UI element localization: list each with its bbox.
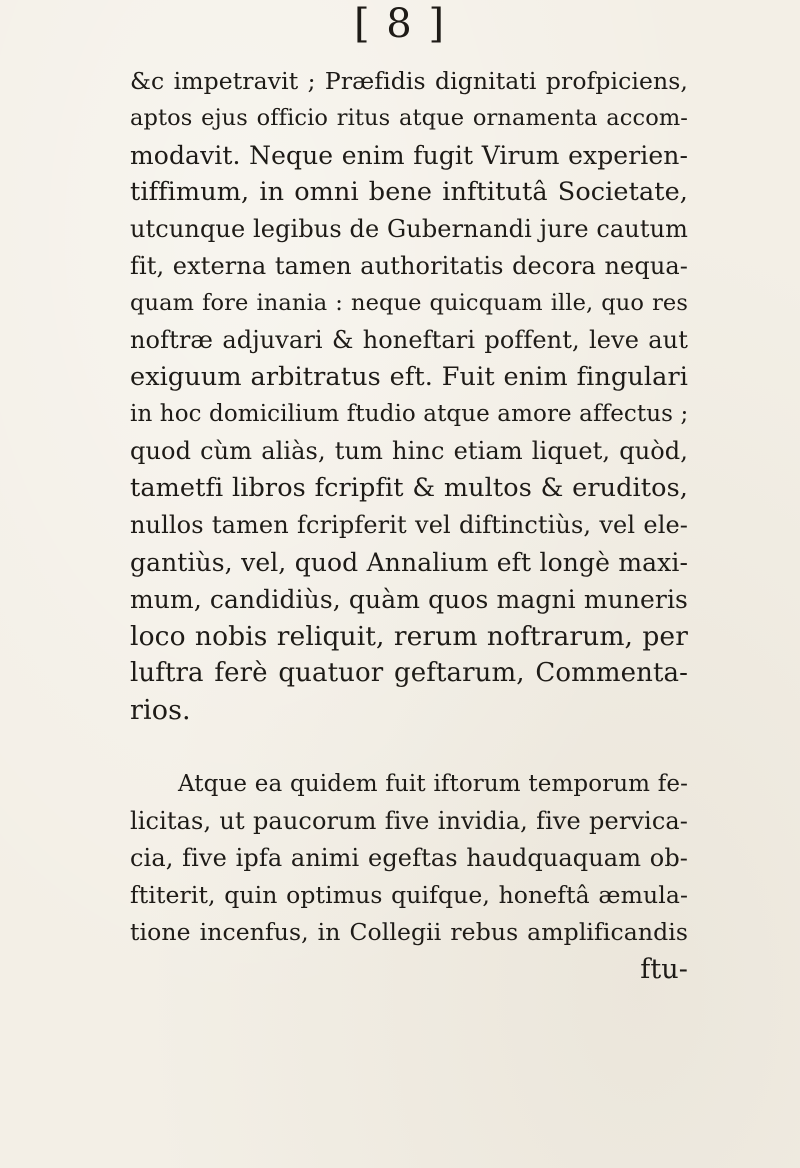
text-line: quod cùm aliàs, tum hinc etiam liquet, quòd,: [130, 437, 688, 465]
text-line: modavit. Neque enim fugit Virum experien-: [130, 141, 688, 170]
text-line: cia, five ipfa animi egeftas haudquaquam ob-: [130, 844, 688, 872]
text-line: tiffimum, in omni bene inftitutâ Societate,: [130, 177, 688, 207]
text-line: utcunque legibus de Gubernandi jure cautum: [130, 215, 689, 243]
text-line: tametfi libros fcripfit & multos & eruditos,: [130, 473, 688, 503]
text-line: ftiterit, quin optimus quifque, honeftâ æmula-: [130, 881, 688, 909]
text-line: fit, externa tamen authoritatis decora nequa-: [130, 252, 688, 280]
paragraph-gap: [130, 729, 688, 766]
text-line: noftræ adjuvari & honeftari poffent, leve aut: [130, 326, 688, 354]
paragraph: [130, 63, 688, 729]
body-text: [130, 63, 688, 988]
catchword: ftu-: [640, 954, 688, 985]
text-line: quam fore inania : neque quicquam ille, quo res: [130, 290, 688, 316]
text-line: gantiùs, vel, quod Annalium eft longè maxi-: [130, 548, 688, 577]
text-line: tione incenfus, in Collegii rebus amplificandis: [130, 918, 688, 946]
text-line: in hoc domicilium ftudio atque amore affectus ;: [130, 401, 689, 427]
text-line: aptos ejus officio ritus atque ornamenta accom-: [130, 105, 688, 131]
text-line: mum, candidiùs, quàm quos magni muneris: [130, 585, 688, 614]
text-line: exiguum arbitratus eft. Fuit enim fingulari: [130, 362, 688, 392]
text-line: Atque ea quidem fuit iftorum temporum fe-: [178, 771, 688, 797]
page-number: [ 8 ]: [353, 1, 447, 47]
text-line: luftra ferè quatuor geftarum, Commenta-: [130, 658, 688, 688]
text-line: licitas, ut paucorum five invidia, five pervica-: [130, 807, 688, 835]
text-line: loco nobis reliquit, rerum noftrarum, per: [130, 621, 688, 652]
text-line: rios.: [130, 695, 191, 726]
paragraph: [130, 766, 688, 988]
text-line: nullos tamen fcripferit vel diftinctiùs, vel ele-: [130, 511, 688, 539]
text-line: &c impetravit ; Præfidis dignitati profpiciens,: [130, 67, 688, 95]
